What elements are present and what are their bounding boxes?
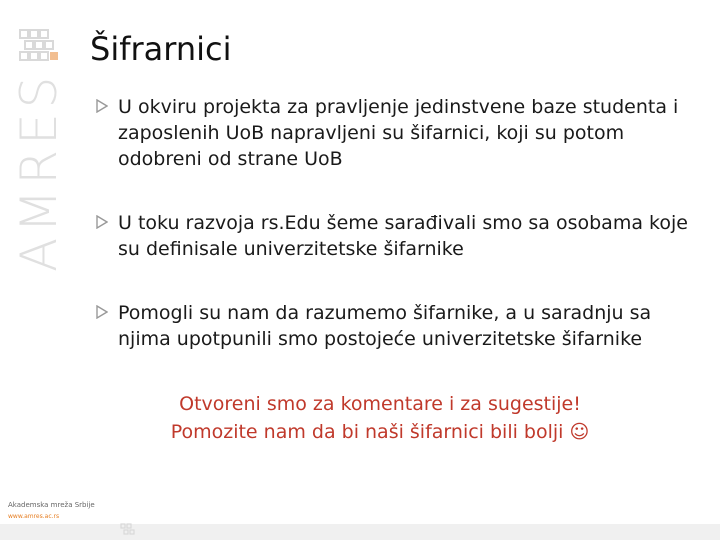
bullet-text: U okviru projekta za pravljenje jedinstvene baze studenta i zaposlenih UoB napravljeni su šifarnici, koji su potom odobreni od strane UoB bbox=[118, 96, 679, 170]
bullet-item bbox=[94, 210, 694, 262]
bullet-text: Pomogli su nam da razumemo šifarnike, a u saradnju sa njima upotpunili smo postojeće univerzitetske šifarnike bbox=[118, 302, 652, 350]
footer-squares-icon bbox=[120, 523, 138, 539]
triangle-bullet-icon bbox=[96, 99, 108, 113]
closing-line-2: Pomozite nam da bi naši šifarnici bili bolji ☺ bbox=[170, 421, 590, 443]
bullet-text: U toku razvoja rs.Edu šeme sarađivali smo sa osobama koje su definisale univerzitetske šifarnike bbox=[118, 212, 688, 260]
closing-line-1: Otvoreni smo za komentare i za sugestije! bbox=[179, 393, 581, 415]
bullet-item bbox=[94, 300, 694, 352]
vertical-brand-text: AMRES bbox=[10, 71, 68, 272]
triangle-bullet-icon bbox=[96, 305, 108, 319]
slide-title: Šifrarnici bbox=[90, 30, 232, 68]
closing-message bbox=[0, 390, 720, 446]
footer-bar bbox=[0, 524, 720, 540]
triangle-bullet-icon bbox=[96, 215, 108, 229]
footer-org-name: Akademska mreža Srbije bbox=[8, 501, 95, 509]
footer-url-link[interactable]: www.amres.ac.rs bbox=[8, 513, 60, 520]
bullet-item bbox=[94, 94, 694, 172]
amres-squares-logo-icon bbox=[18, 28, 64, 68]
bullet-list bbox=[94, 94, 694, 352]
